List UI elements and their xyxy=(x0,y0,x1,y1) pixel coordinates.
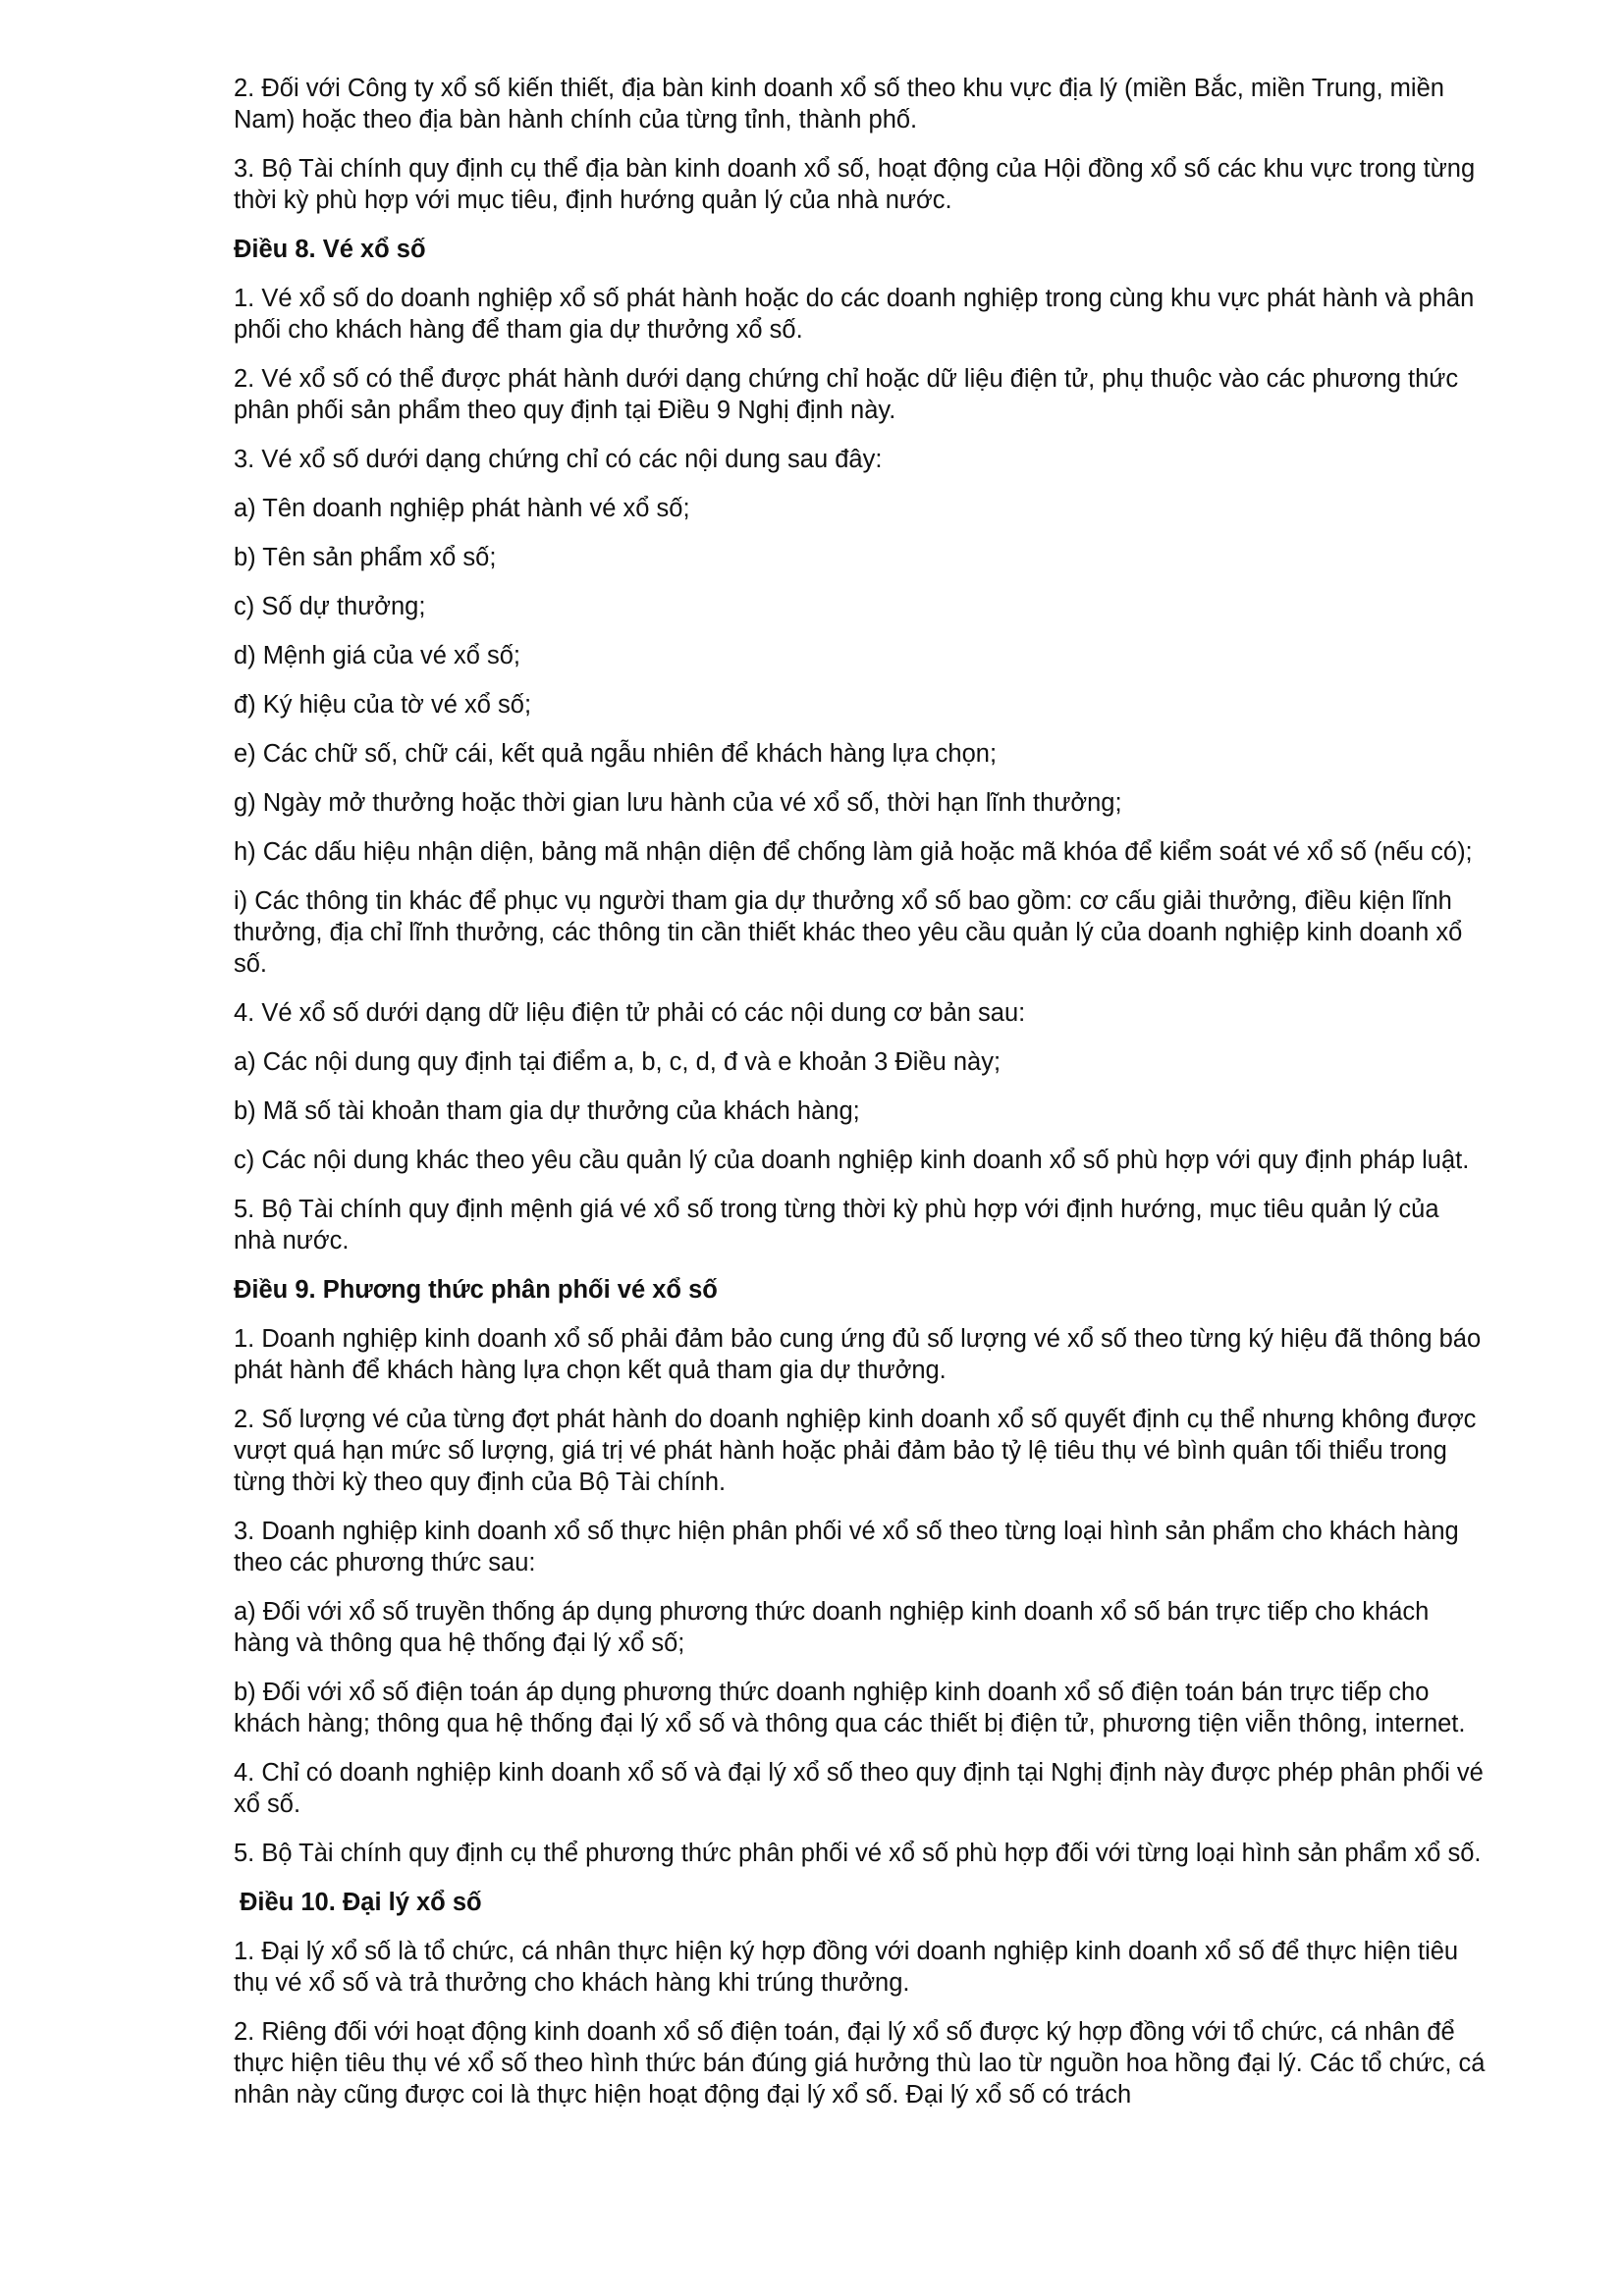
document-body xyxy=(234,73,1487,2128)
list-item: i) Các thông tin khác để phục vụ người tham gia dự thưởng xổ số bao gồm: cơ cấu giải thưởng, điều kiện lĩnh thưởng, địa chỉ lĩnh thưởng, các thông tin cần thiết khác theo yêu cầu quản lý của doanh nghiệp kinh doanh xổ số. xyxy=(234,887,1463,978)
list-item: c) Các nội dung khác theo yêu cầu quản lý của doanh nghiệp kinh doanh xổ số phù hợp với quy định pháp luật. xyxy=(234,1147,1470,1174)
paragraph: 2. Riêng đối với hoạt động kinh doanh xổ số điện toán, đại lý xổ số được ký hợp đồng với tổ chức, cá nhân để thực hiện tiêu thụ vé xổ số theo hình thức bán đúng giá hưởng thù lao từ nguồn hoa hồng đại lý. Các tổ chức, cá nhân này cũng được coi là thực hiện hoạt động đại lý xổ số. Đại lý xổ số có trách xyxy=(234,2018,1486,2109)
paragraph: 2. Vé xổ số có thể được phát hành dưới dạng chứng chỉ hoặc dữ liệu điện tử, phụ thuộc vào các phương thức phân phối sản phẩm theo quy định tại Điều 9 Nghị định này. xyxy=(234,365,1459,424)
list-item: a) Tên doanh nghiệp phát hành vé xổ số; xyxy=(234,495,690,522)
list-item: đ) Ký hiệu của tờ vé xổ số; xyxy=(234,691,532,719)
list-item: b) Mã số tài khoản tham gia dự thưởng của khách hàng; xyxy=(234,1097,860,1125)
paragraph: 4. Vé xổ số dưới dạng dữ liệu điện tử phải có các nội dung cơ bản sau: xyxy=(234,999,1026,1027)
list-item: a) Đối với xổ số truyền thống áp dụng phương thức doanh nghiệp kinh doanh xổ số bán trực tiếp cho khách hàng và thông qua hệ thống đại lý xổ số; xyxy=(234,1598,1430,1657)
list-item: b) Tên sản phẩm xổ số; xyxy=(234,544,497,571)
list-item: h) Các dấu hiệu nhận diện, bảng mã nhận diện để chống làm giả hoặc mã khóa để kiểm soát vé xổ số (nếu có); xyxy=(234,838,1473,866)
paragraph: 3. Bộ Tài chính quy định cụ thể địa bàn kinh doanh xổ số, hoạt động của Hội đồng xổ số các khu vực trong từng thời kỳ phù hợp với mục tiêu, định hướng quản lý của nhà nước. xyxy=(234,155,1476,214)
paragraph: 3. Doanh nghiệp kinh doanh xổ số thực hiện phân phối vé xổ số theo từng loại hình sản phẩm cho khách hàng theo các phương thức sau: xyxy=(234,1518,1459,1576)
paragraph: 3. Vé xổ số dưới dạng chứng chỉ có các nội dung sau đây: xyxy=(234,446,883,473)
list-item: d) Mệnh giá của vé xổ số; xyxy=(234,642,520,669)
paragraph: 1. Vé xổ số do doanh nghiệp xổ số phát hành hoặc do các doanh nghiệp trong cùng khu vực phát hành và phân phối cho khách hàng để tham gia dự thưởng xổ số. xyxy=(234,285,1475,344)
paragraph: 1. Đại lý xổ số là tổ chức, cá nhân thực hiện ký hợp đồng với doanh nghiệp kinh doanh xổ số để thực hiện tiêu thụ vé xổ số và trả thưởng cho khách hàng khi trúng thưởng. xyxy=(234,1938,1459,1997)
list-item: b) Đối với xổ số điện toán áp dụng phương thức doanh nghiệp kinh doanh xổ số điện toán bán trực tiếp cho khách hàng; thông qua hệ thống đại lý xổ số và thông qua các thiết bị điện tử, phương tiện viễn thông, internet. xyxy=(234,1679,1466,1737)
list-item: e) Các chữ số, chữ cái, kết quả ngẫu nhiên để khách hàng lựa chọn; xyxy=(234,740,998,768)
paragraph: 5. Bộ Tài chính quy định cụ thể phương thức phân phối vé xổ số phù hợp đối với từng loại hình sản phẩm xổ số. xyxy=(234,1840,1482,1867)
paragraph: 2. Số lượng vé của từng đợt phát hành do doanh nghiệp kinh doanh xổ số quyết định cụ thể nhưng không được vượt quá hạn mức số lượng, giá trị vé phát hành hoặc phải đảm bảo tỷ lệ tiêu thụ vé bình quân tối thiểu trong từng thời kỳ theo quy định của Bộ Tài chính. xyxy=(234,1406,1477,1496)
article-heading: Điều 8. Vé xổ số xyxy=(234,236,426,263)
paragraph: 2. Đối với Công ty xổ số kiến thiết, địa bàn kinh doanh xổ số theo khu vực địa lý (miền Bắc, miền Trung, miền Nam) hoặc theo địa bàn hành chính của từng tỉnh, thành phố. xyxy=(234,75,1444,133)
paragraph: 1. Doanh nghiệp kinh doanh xổ số phải đảm bảo cung ứng đủ số lượng vé xổ số theo từng ký hiệu đã thông báo phát hành để khách hàng lựa chọn kết quả tham gia dự thưởng. xyxy=(234,1325,1482,1384)
article-heading: Điều 9. Phương thức phân phối vé xổ số xyxy=(234,1276,718,1304)
paragraph: 4. Chỉ có doanh nghiệp kinh doanh xổ số và đại lý xổ số theo quy định tại Nghị định này được phép phân phối vé xổ số. xyxy=(234,1759,1484,1818)
list-item: a) Các nội dung quy định tại điểm a, b, c, d, đ và e khoản 3 Điều này; xyxy=(234,1048,1001,1076)
list-item: c) Số dự thưởng; xyxy=(234,593,426,620)
article-heading: Điều 10. Đại lý xổ số xyxy=(240,1889,482,1916)
list-item: g) Ngày mở thưởng hoặc thời gian lưu hành của vé xổ số, thời hạn lĩnh thưởng; xyxy=(234,789,1122,817)
paragraph: 5. Bộ Tài chính quy định mệnh giá vé xổ số trong từng thời kỳ phù hợp với định hướng, mục tiêu quản lý của nhà nước. xyxy=(234,1196,1439,1255)
